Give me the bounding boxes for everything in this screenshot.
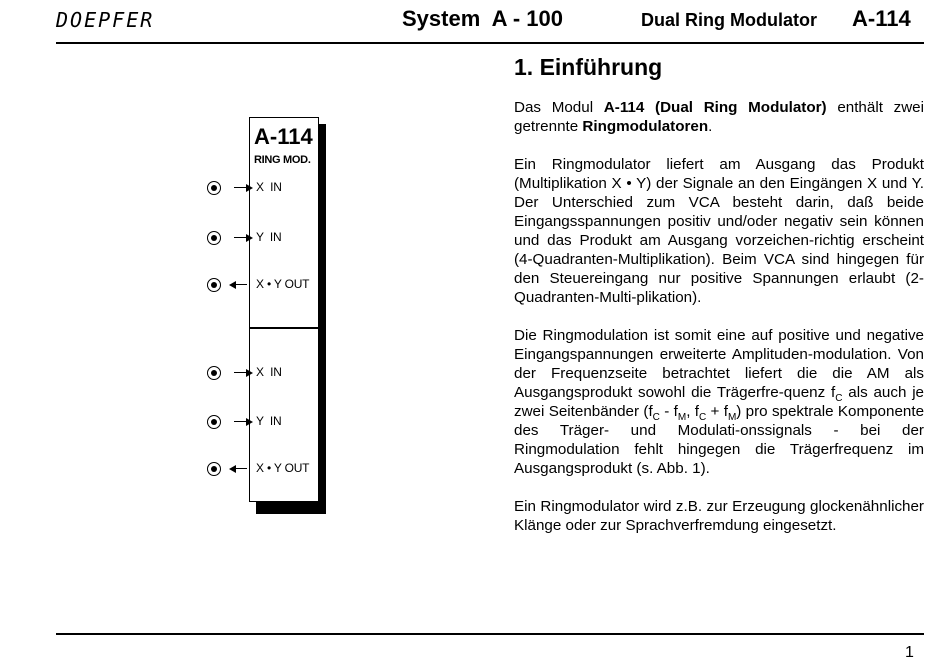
panel-module-code: A-114 xyxy=(254,124,313,149)
jack-label: Y IN xyxy=(256,230,282,244)
jack-x-in-1 xyxy=(207,181,221,195)
text-run: Das Modul xyxy=(514,99,604,116)
section-heading: 1. Einführung xyxy=(514,54,663,80)
text-run: - f xyxy=(659,403,678,420)
jack-label: Y IN xyxy=(256,414,282,428)
footer-rule xyxy=(56,633,924,635)
page-number: 1 xyxy=(905,644,914,661)
subscript: C xyxy=(652,412,660,424)
text-run: Die Ringmodulation ist somit eine auf positive und negative Eingangspannungen erweiterte Amplituden-modulation. Von der Frequenzseite betrachtet liefert die die AM als Ausgangsprodukt sowohl die Trägerfre-quenz f xyxy=(514,327,924,401)
jack-label: X • Y OUT xyxy=(256,277,310,291)
module-name: Dual Ring Modulator xyxy=(641,10,817,30)
text-run: , f xyxy=(686,403,699,420)
text-run: . xyxy=(708,118,713,135)
panel-subtitle: RING MOD. xyxy=(254,154,311,166)
header-rule xyxy=(56,42,924,44)
text-run: + f xyxy=(706,403,728,420)
text-run: enthält zwei getrennte xyxy=(514,99,924,135)
paragraph-2: Ein Ringmodulator liefert am Ausgang das Produkt (Multiplikation X • Y) der Signale an den Eingängen X und Y. Der Unterschied zum VCA besteht darin, daß beide Eingangsspannungen positiv und/oder negativ sein können und das Produkt am Ausgang vorzeichen-richtig erscheint (4-Quadranten-Multiplikation). Beim VCA sind hingegen für den Steuereingang nur positive Spannungen erlaubt (2-Quadranten-Multi-plikation). xyxy=(514,156,924,306)
subscript: C xyxy=(698,412,707,424)
jack-x-in-2 xyxy=(207,366,221,380)
front-panel xyxy=(249,117,319,502)
module-code: A-114 xyxy=(852,6,911,31)
panel-divider xyxy=(250,327,318,329)
subscript: M xyxy=(727,412,737,424)
jack-y-in-2 xyxy=(207,415,221,429)
jack-xy-out-1 xyxy=(207,278,221,292)
subscript: M xyxy=(677,412,687,424)
jack-label: X • Y OUT xyxy=(256,461,310,475)
jack-label: X IN xyxy=(256,365,282,379)
body-text xyxy=(514,98,924,554)
bold-run: Ringmodulatoren xyxy=(582,118,709,135)
jack-xy-out-2 xyxy=(207,462,221,476)
paragraph-1 xyxy=(514,98,924,136)
system-title: System A - 100 xyxy=(402,6,564,31)
paragraph-3 xyxy=(514,326,924,478)
text-run: ) pro spektrale Komponente des Träger- und Modulati-onssignals - bei der Ringmodulation fehlt hingegen die Trägerfrequenz im Ausgangsprodukt (s. Abb. 1). xyxy=(514,403,925,477)
jack-y-in-1 xyxy=(207,231,221,245)
text-run: als auch je zwei Seitenbänder (f xyxy=(514,384,925,420)
bold-run: A-114 (Dual Ring Modulator) xyxy=(603,99,827,116)
jack-label: X IN xyxy=(256,180,282,194)
paragraph-4: Ein Ringmodulator wird z.B. zur Erzeugung glockenähnlicher Klänge oder zur Sprachverfremdung eingesetzt. xyxy=(514,498,924,534)
brand-logo: DOEPFER xyxy=(56,8,155,32)
subscript: C xyxy=(835,393,843,405)
